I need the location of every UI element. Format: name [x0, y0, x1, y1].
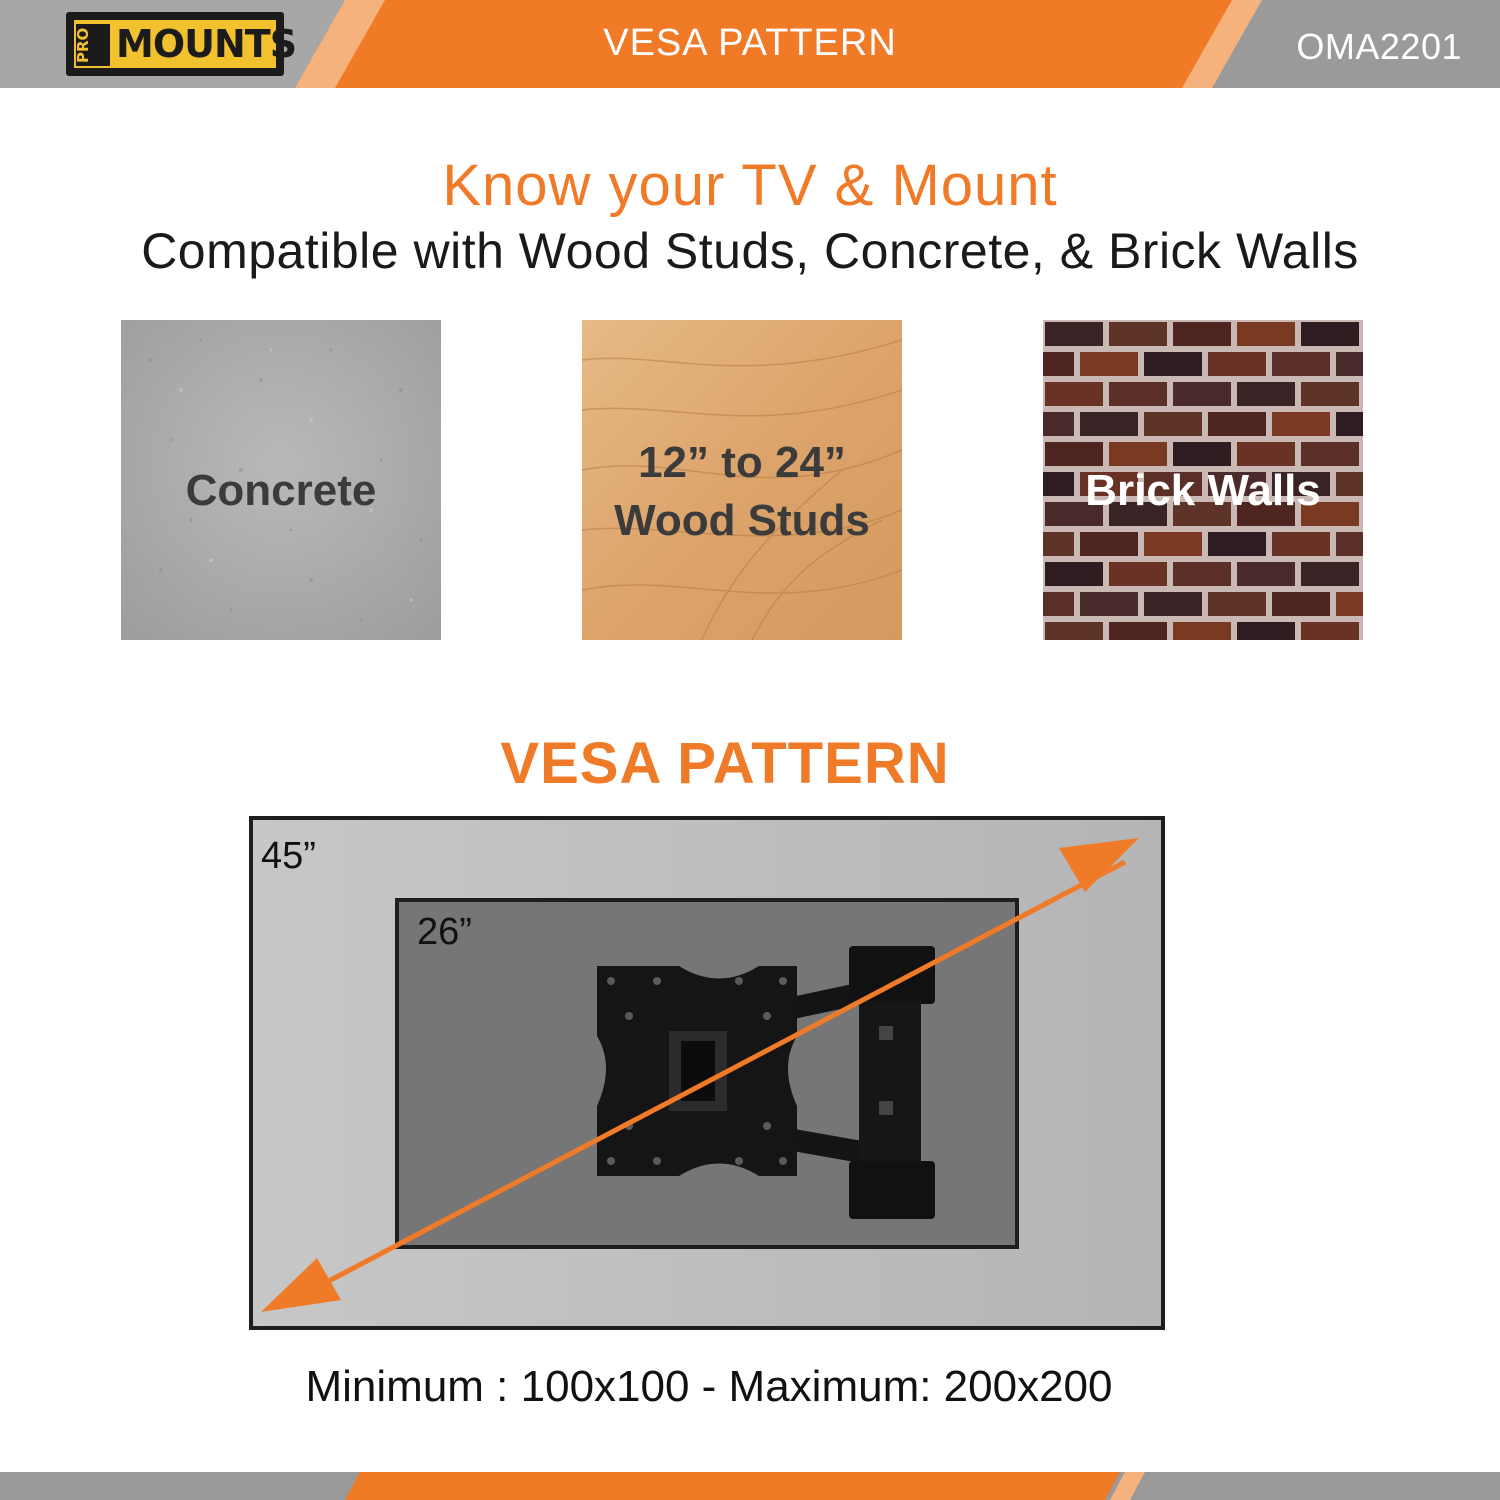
- wood-studs-tile: [582, 320, 902, 640]
- brick: [1045, 322, 1103, 346]
- brick: [1144, 532, 1202, 556]
- brick: [1208, 592, 1266, 616]
- brick: [1237, 322, 1295, 346]
- page-subtitle: Compatible with Wood Studs, Concrete, & Brick Walls: [141, 223, 1359, 279]
- brick: [1301, 562, 1359, 586]
- brick: [1336, 532, 1363, 556]
- brick: [1173, 562, 1231, 586]
- concrete-label: Concrete: [185, 466, 377, 515]
- brick: [1336, 412, 1363, 436]
- vesa-heading: VESA PATTERN: [500, 731, 950, 796]
- brick: [1080, 592, 1138, 616]
- brick: [1080, 352, 1138, 376]
- brick: [1043, 412, 1074, 436]
- brick: [1109, 322, 1167, 346]
- brick: [1272, 412, 1330, 436]
- bottom-bar: [0, 1472, 1500, 1500]
- brick: [1272, 352, 1330, 376]
- min-size-label: 26”: [417, 911, 472, 953]
- brick: [1173, 382, 1231, 406]
- brick: [1109, 382, 1167, 406]
- brick: [1109, 562, 1167, 586]
- brick: [1144, 412, 1202, 436]
- brick: [1237, 382, 1295, 406]
- brick: [1045, 622, 1103, 640]
- brick: [1237, 562, 1295, 586]
- brick: [1043, 532, 1074, 556]
- brick: [1080, 412, 1138, 436]
- brick: [1208, 352, 1266, 376]
- brick: [1237, 442, 1295, 466]
- brick: [1301, 622, 1359, 640]
- brick: [1208, 412, 1266, 436]
- brick-label: Brick Walls: [1085, 466, 1321, 515]
- brick: [1301, 322, 1359, 346]
- brick: [1301, 442, 1359, 466]
- brick: [1045, 562, 1103, 586]
- brick: [1237, 622, 1295, 640]
- header-title: VESA PATTERN: [603, 22, 897, 64]
- brick: [1336, 592, 1363, 616]
- vesa-diagram-svg: [249, 816, 1165, 1330]
- brick: [1045, 382, 1103, 406]
- page-title: Know your TV & Mount: [442, 153, 1058, 218]
- brick: [1144, 352, 1202, 376]
- brick: [1043, 592, 1074, 616]
- header-bar: [0, 0, 1500, 88]
- brick: [1336, 352, 1363, 376]
- brick: [1173, 622, 1231, 640]
- brick: [1109, 622, 1167, 640]
- wood-label-line1: 12” to 24”: [638, 438, 846, 487]
- logo-pro-text: PRO: [76, 24, 110, 66]
- brick: [1272, 532, 1330, 556]
- brick-walls-tile: [1043, 320, 1363, 640]
- brick: [1080, 532, 1138, 556]
- logo-mounts-text: MOUNTS: [116, 22, 297, 66]
- brick: [1173, 322, 1231, 346]
- brick: [1144, 592, 1202, 616]
- vesa-diagram: [249, 816, 1165, 1330]
- brick: [1109, 442, 1167, 466]
- brick: [1208, 532, 1266, 556]
- wood-label-line2: Wood Studs: [614, 496, 870, 545]
- brick: [1173, 442, 1231, 466]
- vesa-range-text: Minimum : 100x100 - Maximum: 200x200: [305, 1362, 1113, 1411]
- max-size-label: 45”: [261, 835, 316, 877]
- brick: [1043, 352, 1074, 376]
- brick: [1301, 382, 1359, 406]
- concrete-tile: [121, 320, 441, 640]
- model-code: OMA2201: [1296, 26, 1462, 67]
- brick: [1272, 592, 1330, 616]
- brick: [1045, 442, 1103, 466]
